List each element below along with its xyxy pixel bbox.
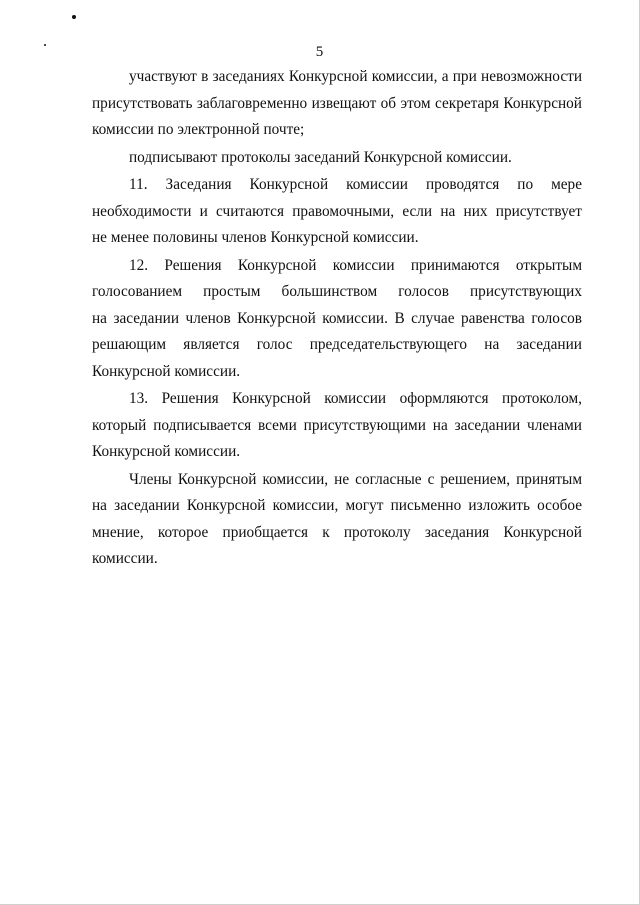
text-line: не менее половины членов Конкурсной комиссии. xyxy=(92,229,419,246)
body-text xyxy=(92,64,582,573)
text-line: на заседании членов Конкурсной комиссии. В случае равенства голосов xyxy=(92,309,582,327)
paragraph-item-12 xyxy=(92,253,582,386)
text-line: Члены Конкурсной комиссии, не согласные с решением, принятым xyxy=(129,470,582,488)
text-line: 13. Решения Конкурсной комиссии оформляются протоколом, xyxy=(129,390,582,407)
paragraph-dissenting-opinion xyxy=(92,467,582,573)
page-number: 5 xyxy=(315,44,324,60)
text-line: необходимости и считаются правомочными, если на них присутствует xyxy=(92,202,582,220)
text-line: участвуют в заседаниях Конкурсной комиссии, а при невозможности xyxy=(129,68,582,85)
text-line: на заседании Конкурсной комиссии, могут письменно изложить особое xyxy=(92,497,582,514)
text-line: голосованием простым большинством голосов присутствующих xyxy=(92,283,582,300)
paragraph-sign-protocols xyxy=(92,145,582,172)
paragraph-participation xyxy=(92,64,582,144)
text-line: подписывают протоколы заседаний Конкурсной комиссии. xyxy=(129,148,512,166)
paragraph-item-13 xyxy=(92,386,582,466)
text-line: 11. Заседания Конкурсной комиссии проводятся по мере xyxy=(129,176,582,193)
scan-speck xyxy=(72,15,76,19)
text-line: присутствовать заблаговременно извещают об этом секретаря Конкурсной xyxy=(92,94,582,112)
text-line: 12. Решения Конкурсной комиссии принимаются открытым xyxy=(129,256,582,274)
paragraph-item-11 xyxy=(92,172,582,252)
text-line: мнение, которое приобщается к протоколу заседания Конкурсной xyxy=(92,523,582,541)
text-line: комиссии. xyxy=(92,550,158,567)
text-line: который подписывается всеми присутствующими на заседании членами xyxy=(92,416,582,434)
text-line: Конкурсной комиссии. xyxy=(92,443,241,460)
text-line: комиссии по электронной почте; xyxy=(92,121,305,138)
text-line: Конкурсной комиссии. xyxy=(92,362,241,380)
text-line: решающим является голос председательствующего на заседании xyxy=(92,336,582,353)
